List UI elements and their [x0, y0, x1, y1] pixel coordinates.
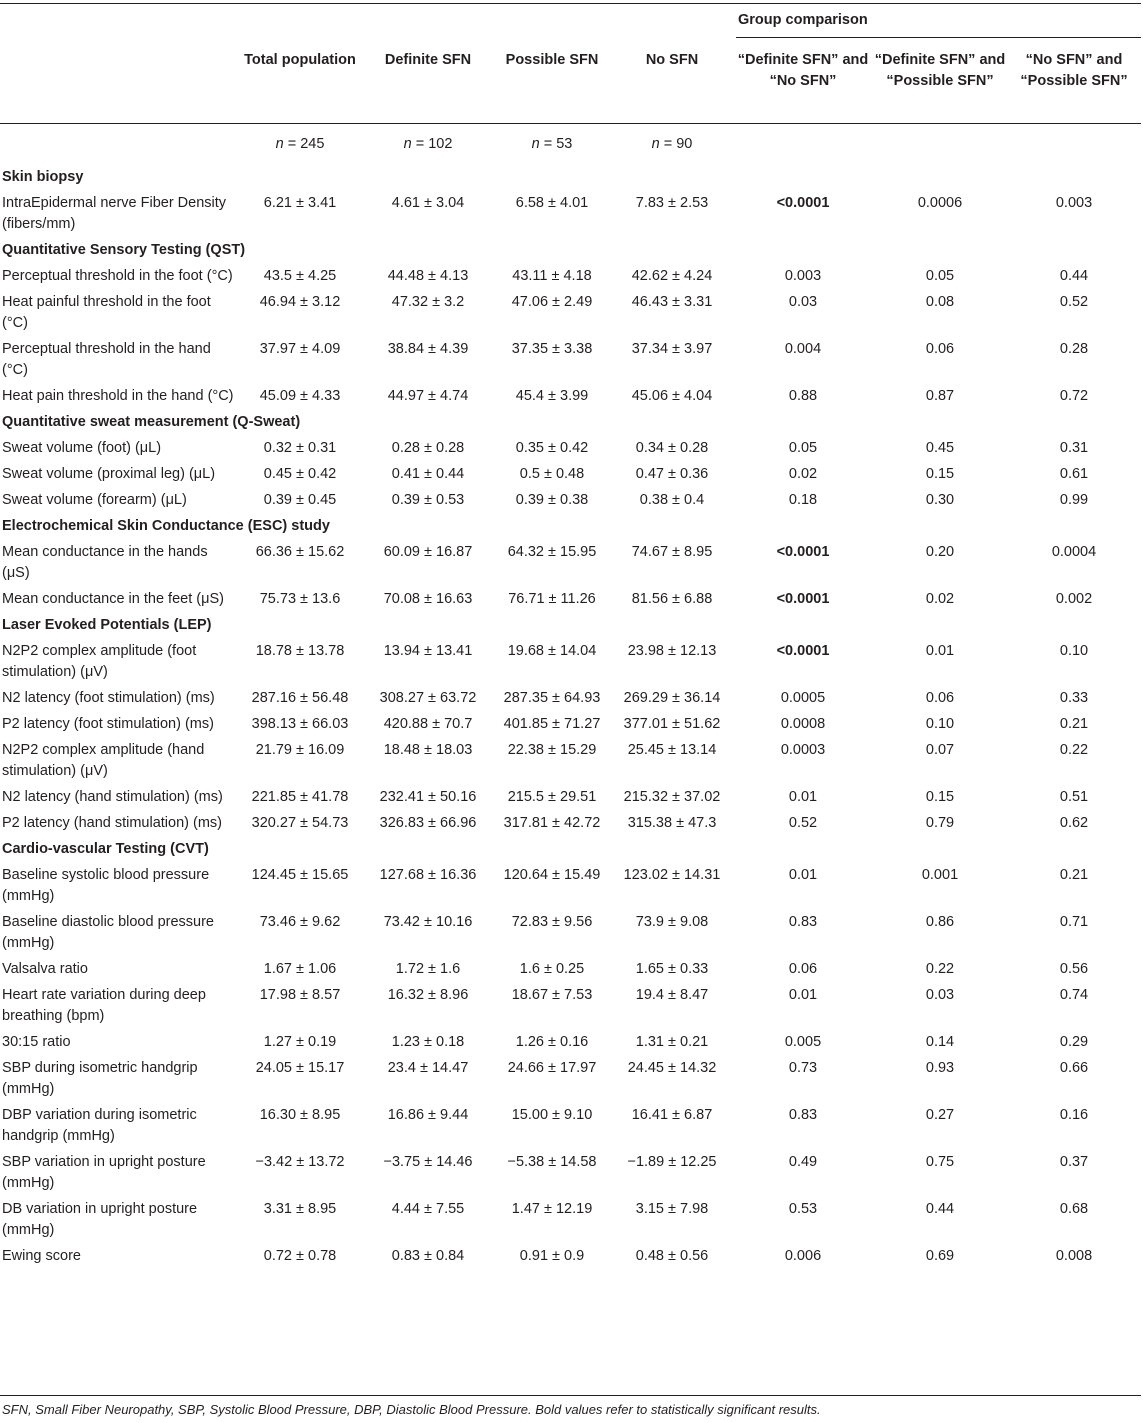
table-cell: 215.32 ± 37.02 [623, 789, 721, 805]
table-cell: 0.21 [1059, 867, 1089, 883]
table-cell: 6.58 ± 4.01 [515, 195, 589, 211]
table-cell: 0.52 [1059, 294, 1089, 310]
table-cell: <0.0001 [776, 591, 830, 607]
table-cell: 75.73 ± 13.6 [259, 591, 341, 607]
table-cell: 46.94 ± 3.12 [259, 294, 341, 310]
table-cell: 1.27 ± 0.19 [263, 1034, 337, 1050]
table-cell: 0.02 [925, 591, 955, 607]
table-cell: 18.48 ± 18.03 [383, 742, 473, 758]
table-cell: 0.01 [788, 789, 818, 805]
section-header-row [0, 409, 1140, 435]
table-cell: 0.20 [925, 544, 955, 560]
table-cell: 0.003 [784, 268, 822, 284]
table-cell: 0.10 [925, 716, 955, 732]
section-title: Quantitative Sensory Testing (QST) [2, 242, 246, 258]
table-cell: 320.27 ± 54.73 [251, 815, 349, 831]
table-cell: 123.02 ± 14.31 [623, 867, 721, 883]
row-label: N2 latency (foot stimulation) (ms) [2, 690, 215, 706]
table-cell: 24.05 ± 15.17 [255, 1060, 345, 1076]
n-definite: n = 102 [403, 136, 453, 152]
table-row [0, 810, 1140, 836]
table-cell: 0.06 [925, 690, 955, 706]
row-label: P2 latency (foot stimulation) (ms) [2, 716, 214, 732]
table-cell: 1.67 ± 1.06 [263, 961, 337, 977]
table-cell: 43.11 ± 4.18 [512, 268, 592, 284]
table-cell: 0.33 [1059, 690, 1089, 706]
section-header-row [0, 164, 1140, 190]
table-cell: 221.85 ± 41.78 [251, 789, 349, 805]
table-cell: 0.02 [788, 466, 818, 482]
table-cell: 308.27 ± 63.72 [379, 690, 477, 706]
table-row [0, 1243, 1140, 1269]
table-cell: 0.86 [925, 914, 955, 930]
table-cell: <0.0001 [776, 643, 830, 659]
table-cell: 0.51 [1059, 789, 1089, 805]
table-row [0, 784, 1140, 810]
table-cell: −3.75 ± 14.46 [383, 1154, 473, 1170]
row-label: Heat pain threshold in the hand (°C) [2, 388, 234, 404]
table-cell: 60.09 ± 16.87 [383, 544, 473, 560]
table-row [0, 685, 1140, 711]
table-cell: 287.35 ± 64.93 [503, 690, 601, 706]
table-cell: 4.61 ± 3.04 [391, 195, 465, 211]
table-cell: 0.79 [925, 815, 955, 831]
row-label: Baseline systolic blood pressure (mmHg) [2, 867, 210, 904]
row-label: Ewing score [2, 1248, 81, 1264]
table-cell: 232.41 ± 50.16 [379, 789, 477, 805]
table-cell: 0.68 [1059, 1201, 1089, 1217]
table-cell: 0.03 [788, 294, 818, 310]
table-row [0, 487, 1140, 513]
table-cell: 0.15 [925, 466, 955, 482]
table-cell: 0.06 [788, 961, 818, 977]
table-cell: 15.00 ± 9.10 [511, 1107, 593, 1123]
table-cell: 287.16 ± 56.48 [251, 690, 349, 706]
table-cell: 0.41 ± 0.44 [391, 466, 465, 482]
table-cell: 0.83 [788, 914, 818, 930]
table-cell: 0.37 [1059, 1154, 1089, 1170]
group-comparison-header: Group comparison [738, 12, 868, 28]
table-cell: 269.29 ± 36.14 [623, 690, 721, 706]
row-label: IntraEpidermal nerve Fiber Density (fibers/mm) [2, 195, 227, 232]
table-cell: 73.46 ± 9.62 [259, 914, 341, 930]
table-cell: 38.84 ± 4.39 [387, 341, 469, 357]
table-cell: 1.6 ± 0.25 [519, 961, 585, 977]
table-cell: 0.61 [1059, 466, 1089, 482]
table-cell: 1.31 ± 0.21 [635, 1034, 709, 1050]
row-label: Baseline diastolic blood pressure (mmHg) [2, 914, 214, 951]
table-cell: 16.41 ± 6.87 [631, 1107, 713, 1123]
table-row [0, 586, 1140, 612]
table-row [0, 737, 1140, 784]
table-cell: 1.72 ± 1.6 [395, 961, 461, 977]
table-cell: 1.65 ± 0.33 [635, 961, 709, 977]
table-cell: <0.0001 [776, 544, 830, 560]
table-cell: 0.0005 [780, 690, 826, 706]
row-label: DB variation in upright posture (mmHg) [2, 1201, 198, 1238]
row-label: SBP variation in upright posture (mmHg) [2, 1154, 206, 1191]
table-cell: 46.43 ± 3.31 [631, 294, 713, 310]
table-cell: 0.44 [925, 1201, 955, 1217]
col-header-total: Total population [244, 52, 356, 68]
table-cell: 0.69 [925, 1248, 955, 1264]
table-row [0, 1055, 1140, 1102]
section-header-row [0, 612, 1140, 638]
table-cell: 0.21 [1059, 716, 1089, 732]
table-cell: 0.008 [1055, 1248, 1093, 1264]
table-cell: 420.88 ± 70.7 [383, 716, 473, 732]
table-cell: 0.28 ± 0.28 [391, 440, 465, 456]
table-row [0, 539, 1140, 586]
row-label: 30:15 ratio [2, 1034, 71, 1050]
table-row [0, 982, 1140, 1029]
row-label: N2P2 complex amplitude (hand stimulation) (μV) [2, 742, 205, 779]
table-cell: 37.34 ± 3.97 [631, 341, 713, 357]
table-body [0, 164, 1140, 1269]
section-title: Laser Evoked Potentials (LEP) [2, 617, 212, 633]
row-label: Sweat volume (foot) (μL) [2, 440, 162, 456]
table-cell: 0.32 ± 0.31 [263, 440, 337, 456]
table-cell: 45.4 ± 3.99 [515, 388, 589, 404]
table-cell: 0.83 [788, 1107, 818, 1123]
table-cell: 0.75 [925, 1154, 955, 1170]
table-cell: 0.001 [921, 867, 959, 883]
section-header-row [0, 836, 1140, 862]
table-cell: 64.32 ± 15.95 [507, 544, 597, 560]
table-cell: 44.48 ± 4.13 [387, 268, 469, 284]
row-label: N2P2 complex amplitude (foot stimulation) (μV) [2, 643, 197, 680]
table-cell: 0.01 [925, 643, 955, 659]
row-label: Perceptual threshold in the hand (°C) [2, 341, 211, 378]
table-cell: 17.98 ± 8.57 [259, 987, 341, 1003]
row-label: N2 latency (hand stimulation) (ms) [2, 789, 223, 805]
section-title: Skin biopsy [2, 169, 84, 185]
table-cell: 0.72 [1059, 388, 1089, 404]
table-cell: 76.71 ± 11.26 [508, 591, 596, 607]
row-label: SBP during isometric handgrip (mmHg) [2, 1060, 198, 1097]
table-row [0, 1029, 1140, 1055]
table-cell: 0.07 [925, 742, 955, 758]
col-header-possible: Possible SFN [505, 52, 599, 68]
table-cell: 45.09 ± 4.33 [259, 388, 341, 404]
table-cell: −3.42 ± 13.72 [255, 1154, 345, 1170]
table-cell: 37.97 ± 4.09 [259, 341, 341, 357]
table-cell: 0.0004 [1051, 544, 1097, 560]
table-cell: 81.56 ± 6.88 [631, 591, 713, 607]
row-label: P2 latency (hand stimulation) (ms) [2, 815, 222, 831]
table-cell: 0.16 [1059, 1107, 1089, 1123]
table-cell: 0.93 [925, 1060, 955, 1076]
table-cell: 215.5 ± 29.51 [507, 789, 597, 805]
table-row [0, 711, 1140, 737]
n-total: n = 245 [275, 136, 325, 152]
row-label: Mean conductance in the hands (μS) [2, 544, 208, 581]
table-cell: 0.002 [1055, 591, 1093, 607]
table-cell: −1.89 ± 12.25 [627, 1154, 717, 1170]
table-cell: 0.08 [925, 294, 955, 310]
table-cell: 16.32 ± 8.96 [387, 987, 469, 1003]
section-header-row [0, 513, 1140, 539]
table-cell: 66.36 ± 15.62 [255, 544, 345, 560]
row-label: Heart rate variation during deep breathing (bpm) [2, 987, 206, 1024]
table-cell: 0.0008 [780, 716, 826, 732]
table-cell: 317.81 ± 42.72 [503, 815, 601, 831]
row-label: Perceptual threshold in the foot (°C) [2, 268, 233, 284]
table-cell: 0.5 ± 0.48 [519, 466, 585, 482]
table-cell: 0.48 ± 0.56 [635, 1248, 709, 1264]
table-cell: 22.38 ± 15.29 [507, 742, 597, 758]
table-cell: 74.67 ± 8.95 [631, 544, 713, 560]
section-title: Electrochemical Skin Conductance (ESC) study [2, 518, 330, 534]
table-row [0, 383, 1140, 409]
table-row [0, 461, 1140, 487]
table-cell: 0.01 [788, 987, 818, 1003]
table-cell: 45.06 ± 4.04 [631, 388, 713, 404]
table-cell: 0.66 [1059, 1060, 1089, 1076]
section-title: Cardio-vascular Testing (CVT) [2, 841, 209, 857]
table-cell: 0.47 ± 0.36 [635, 466, 709, 482]
table-cell: 16.86 ± 9.44 [387, 1107, 469, 1123]
table-row [0, 289, 1140, 336]
table-cell: 0.30 [925, 492, 955, 508]
table-cell: 24.66 ± 17.97 [507, 1060, 597, 1076]
table-cell: 120.64 ± 15.49 [503, 867, 601, 883]
table-cell: 6.21 ± 3.41 [263, 195, 337, 211]
table-cell: 0.01 [788, 867, 818, 883]
table-cell: 43.5 ± 4.25 [263, 268, 337, 284]
table-cell: 0.004 [784, 341, 822, 357]
table-row [0, 263, 1140, 289]
table-row [0, 862, 1140, 909]
table-cell: 37.35 ± 3.38 [511, 341, 593, 357]
row-label: Sweat volume (proximal leg) (μL) [2, 466, 216, 482]
row-label: Heat painful threshold in the foot (°C) [2, 294, 211, 331]
table-row [0, 336, 1140, 383]
table-row [0, 1149, 1140, 1196]
table-cell: 0.06 [925, 341, 955, 357]
table-cell: 0.39 ± 0.53 [391, 492, 465, 508]
table-cell: 0.35 ± 0.42 [515, 440, 589, 456]
table-cell: 25.45 ± 13.14 [627, 742, 717, 758]
table-cell: 73.9 ± 9.08 [635, 914, 709, 930]
table-cell: 0.74 [1059, 987, 1089, 1003]
table-cell: 0.71 [1059, 914, 1089, 930]
table-cell: 124.45 ± 15.65 [251, 867, 349, 883]
table-cell: 0.52 [788, 815, 818, 831]
table-cell: 315.38 ± 47.3 [627, 815, 717, 831]
table-cell: 0.39 ± 0.45 [263, 492, 337, 508]
col-header-def-vs-no: “Definite SFN” and “No SFN” [737, 52, 869, 89]
table-cell: 73.42 ± 10.16 [383, 914, 473, 930]
table-cell: 0.53 [788, 1201, 818, 1217]
table-cell: −5.38 ± 14.58 [507, 1154, 597, 1170]
table-row [0, 190, 1140, 237]
table-cell: <0.0001 [776, 195, 830, 211]
col-header-no-sfn: No SFN [645, 52, 699, 68]
table-cell: 0.88 [788, 388, 818, 404]
table-cell: 0.49 [788, 1154, 818, 1170]
table-cell: 4.44 ± 7.55 [391, 1201, 465, 1217]
table-cell: 72.83 ± 9.56 [511, 914, 593, 930]
table-cell: 18.67 ± 7.53 [511, 987, 593, 1003]
table-cell: 0.38 ± 0.4 [639, 492, 705, 508]
table-cell: 13.94 ± 13.41 [383, 643, 473, 659]
table-row [0, 435, 1140, 461]
table-row [0, 638, 1140, 685]
table-cell: 0.0006 [917, 195, 963, 211]
table-cell: 0.05 [925, 268, 955, 284]
table-cell: 377.01 ± 51.62 [623, 716, 721, 732]
table-cell: 0.10 [1059, 643, 1089, 659]
table-cell: 3.15 ± 7.98 [635, 1201, 709, 1217]
table-cell: 0.03 [925, 987, 955, 1003]
table-row [0, 1102, 1140, 1149]
table-cell: 0.27 [925, 1107, 955, 1123]
table-row [0, 956, 1140, 982]
table-cell: 24.45 ± 14.32 [627, 1060, 717, 1076]
table-cell: 127.68 ± 16.36 [379, 867, 477, 883]
table-cell: 44.97 ± 4.74 [387, 388, 469, 404]
col-header-definite: Definite SFN [384, 52, 472, 68]
table-row [0, 1196, 1140, 1243]
n-row [0, 122, 1140, 164]
table-cell: 0.0003 [780, 742, 826, 758]
table-cell: 0.87 [925, 388, 955, 404]
table-cell: 0.34 ± 0.28 [635, 440, 709, 456]
table-cell: 1.47 ± 12.19 [511, 1201, 593, 1217]
table-cell: 0.83 ± 0.84 [391, 1248, 465, 1264]
section-title: Quantitative sweat measurement (Q-Sweat) [2, 414, 301, 430]
row-label: Mean conductance in the feet (μS) [2, 591, 224, 607]
table-cell: 0.22 [925, 961, 955, 977]
table-cell: 18.78 ± 13.78 [255, 643, 345, 659]
table-cell: 0.005 [784, 1034, 822, 1050]
table-cell: 0.22 [1059, 742, 1089, 758]
table-cell: 0.31 [1059, 440, 1089, 456]
table-cell: 0.44 [1059, 268, 1089, 284]
table-cell: 0.45 [925, 440, 955, 456]
table-cell: 401.85 ± 71.27 [503, 716, 601, 732]
table-cell: 19.68 ± 14.04 [507, 643, 597, 659]
table-cell: 3.31 ± 8.95 [263, 1201, 337, 1217]
table-cell: 0.18 [788, 492, 818, 508]
table-cell: 0.39 ± 0.38 [515, 492, 589, 508]
table-cell: 0.91 ± 0.9 [519, 1248, 585, 1264]
section-header-row [0, 237, 1140, 263]
column-header-row [0, 40, 1140, 122]
table-cell: 42.62 ± 4.24 [631, 268, 713, 284]
table-cell: 70.08 ± 16.63 [383, 591, 473, 607]
table-footnote: SFN, Small Fiber Neuropathy, SBP, Systolic Blood Pressure, DBP, Diastolic Blood Pressure. Bold values refer to statistically significant results. [2, 1402, 821, 1417]
table-cell: 23.4 ± 14.47 [387, 1060, 469, 1076]
table-cell: 0.29 [1059, 1034, 1089, 1050]
table-cell: 19.4 ± 8.47 [635, 987, 709, 1003]
table-cell: 0.73 [788, 1060, 818, 1076]
n-no-sfn: n = 90 [651, 136, 693, 152]
table-cell: 0.003 [1055, 195, 1093, 211]
table-cell: 0.56 [1059, 961, 1089, 977]
table-cell: 0.05 [788, 440, 818, 456]
row-label: Valsalva ratio [2, 961, 88, 977]
table-cell: 0.28 [1059, 341, 1089, 357]
table-cell: 47.06 ± 2.49 [511, 294, 593, 310]
col-header-def-vs-pos: “Definite SFN” and “Possible SFN” [874, 52, 1006, 89]
table-cell: 1.26 ± 0.16 [515, 1034, 589, 1050]
table-cell: 21.79 ± 16.09 [255, 742, 345, 758]
table-cell: 0.72 ± 0.78 [263, 1248, 337, 1264]
table-row [0, 909, 1140, 956]
table-cell: 16.30 ± 8.95 [259, 1107, 341, 1123]
table-cell: 0.14 [925, 1034, 955, 1050]
row-label: Sweat volume (forearm) (μL) [2, 492, 187, 508]
table-cell: 7.83 ± 2.53 [635, 195, 709, 211]
table-cell: 0.99 [1059, 492, 1089, 508]
table-cell: 0.006 [784, 1248, 822, 1264]
results-table [0, 10, 1140, 1269]
table-cell: 0.45 ± 0.42 [263, 466, 337, 482]
table-cell: 398.13 ± 66.03 [251, 716, 349, 732]
n-possible: n = 53 [531, 136, 573, 152]
table-cell: 326.83 ± 66.96 [379, 815, 477, 831]
table-cell: 0.15 [925, 789, 955, 805]
table-cell: 0.62 [1059, 815, 1089, 831]
table-cell: 47.32 ± 3.2 [391, 294, 465, 310]
table-cell: 1.23 ± 0.18 [391, 1034, 465, 1050]
col-header-no-vs-pos: “No SFN” and “Possible SFN” [1020, 52, 1128, 89]
table-cell: 23.98 ± 12.13 [627, 643, 717, 659]
row-label: DBP variation during isometric handgrip (mmHg) [2, 1107, 197, 1144]
